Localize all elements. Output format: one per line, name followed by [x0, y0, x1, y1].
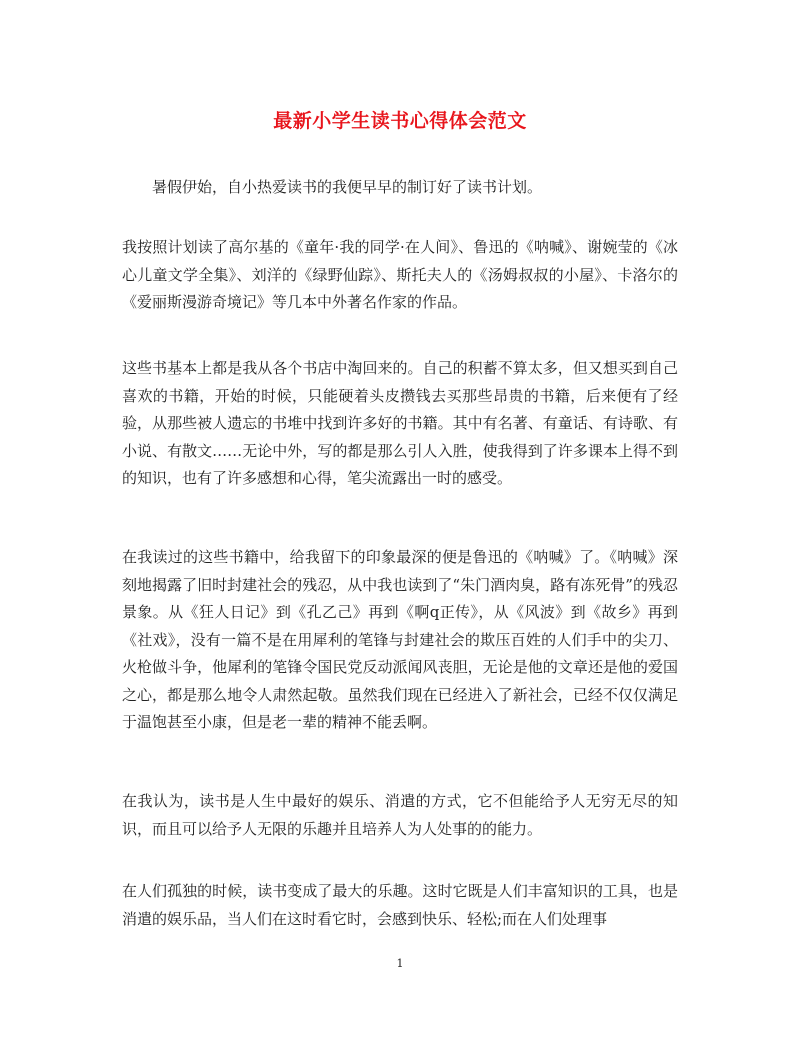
page-number: 1: [396, 957, 404, 970]
paragraph-6: 在人们孤独的时候，读书变成了最大的乐趣。这时它既是人们丰富知识的工具，也是消遣的娱乐品，当人们在这时看它时，会感到快乐、轻松;而在人们处理事: [122, 882, 678, 928]
paragraph-4: 在我读过的这些书籍中，给我留下的印象最深的便是鲁迅的《呐喊》了。《呐喊》深刻地揭露了旧时封建社会的残忍，从中我也读到了“朱门酒肉臭，路有冻死骨”的残忍景象。从《狂人日记》到《孔乙己》再到《啊q正传》，从《风波》到《故乡》再到《社戏》，没有一篇不是在用犀利的笔锋与封建社会的欺压百姓的人们手中的尖刀、火枪做斗争，他犀利的笔锋令国民党反动派闻风丧胆，无论是他的文章还是他的爱国之心，都是那么地令人肃然起敬。虽然我们现在已经进入了新社会，已经不仅仅满足于温饱甚至小康，但是老一辈的精神不能丢啊。: [122, 548, 678, 731]
paragraph-2: 我按照计划读了高尔基的《童年·我的同学·在人间》、鲁迅的《呐喊》、谢婉莹的《冰心儿童文学全集》、刘洋的《绿野仙踪》、斯托夫人的《汤姆叔叔的小屋》、卡洛尔的《爱丽斯漫游奇境记》等几本中外著名作家的作品。: [122, 238, 678, 311]
paragraph-5: 在我认为，读书是人生中最好的娱乐、消遣的方式，它不但能给予人无穷无尽的知识，而且可以给予人无限的乐趣并且培养人为人处事的的能力。: [122, 792, 678, 838]
paragraph-1: 暑假伊始，自小热爱读书的我便早早的制订好了读书计划。: [152, 178, 543, 196]
document-title: 最新小学生读书心得体会范文: [273, 110, 527, 132]
paragraph-3: 这些书基本上都是我从各个书店中淘回来的。自己的积蓄不算太多，但又想买到自己喜欢的书籍，开始的时候，只能硬着头皮攒钱去买那些昂贵的书籍，后来便有了经验，从那些被人遗忘的书堆中找到许多好的书籍。其中有名著、有童话、有诗歌、有小说、有散文……无论中外，写的都是那么引人入胜，使我得到了许多课本上得不到的知识，也有了许多感想和心得，笔尖流露出一时的感受。: [122, 359, 678, 487]
